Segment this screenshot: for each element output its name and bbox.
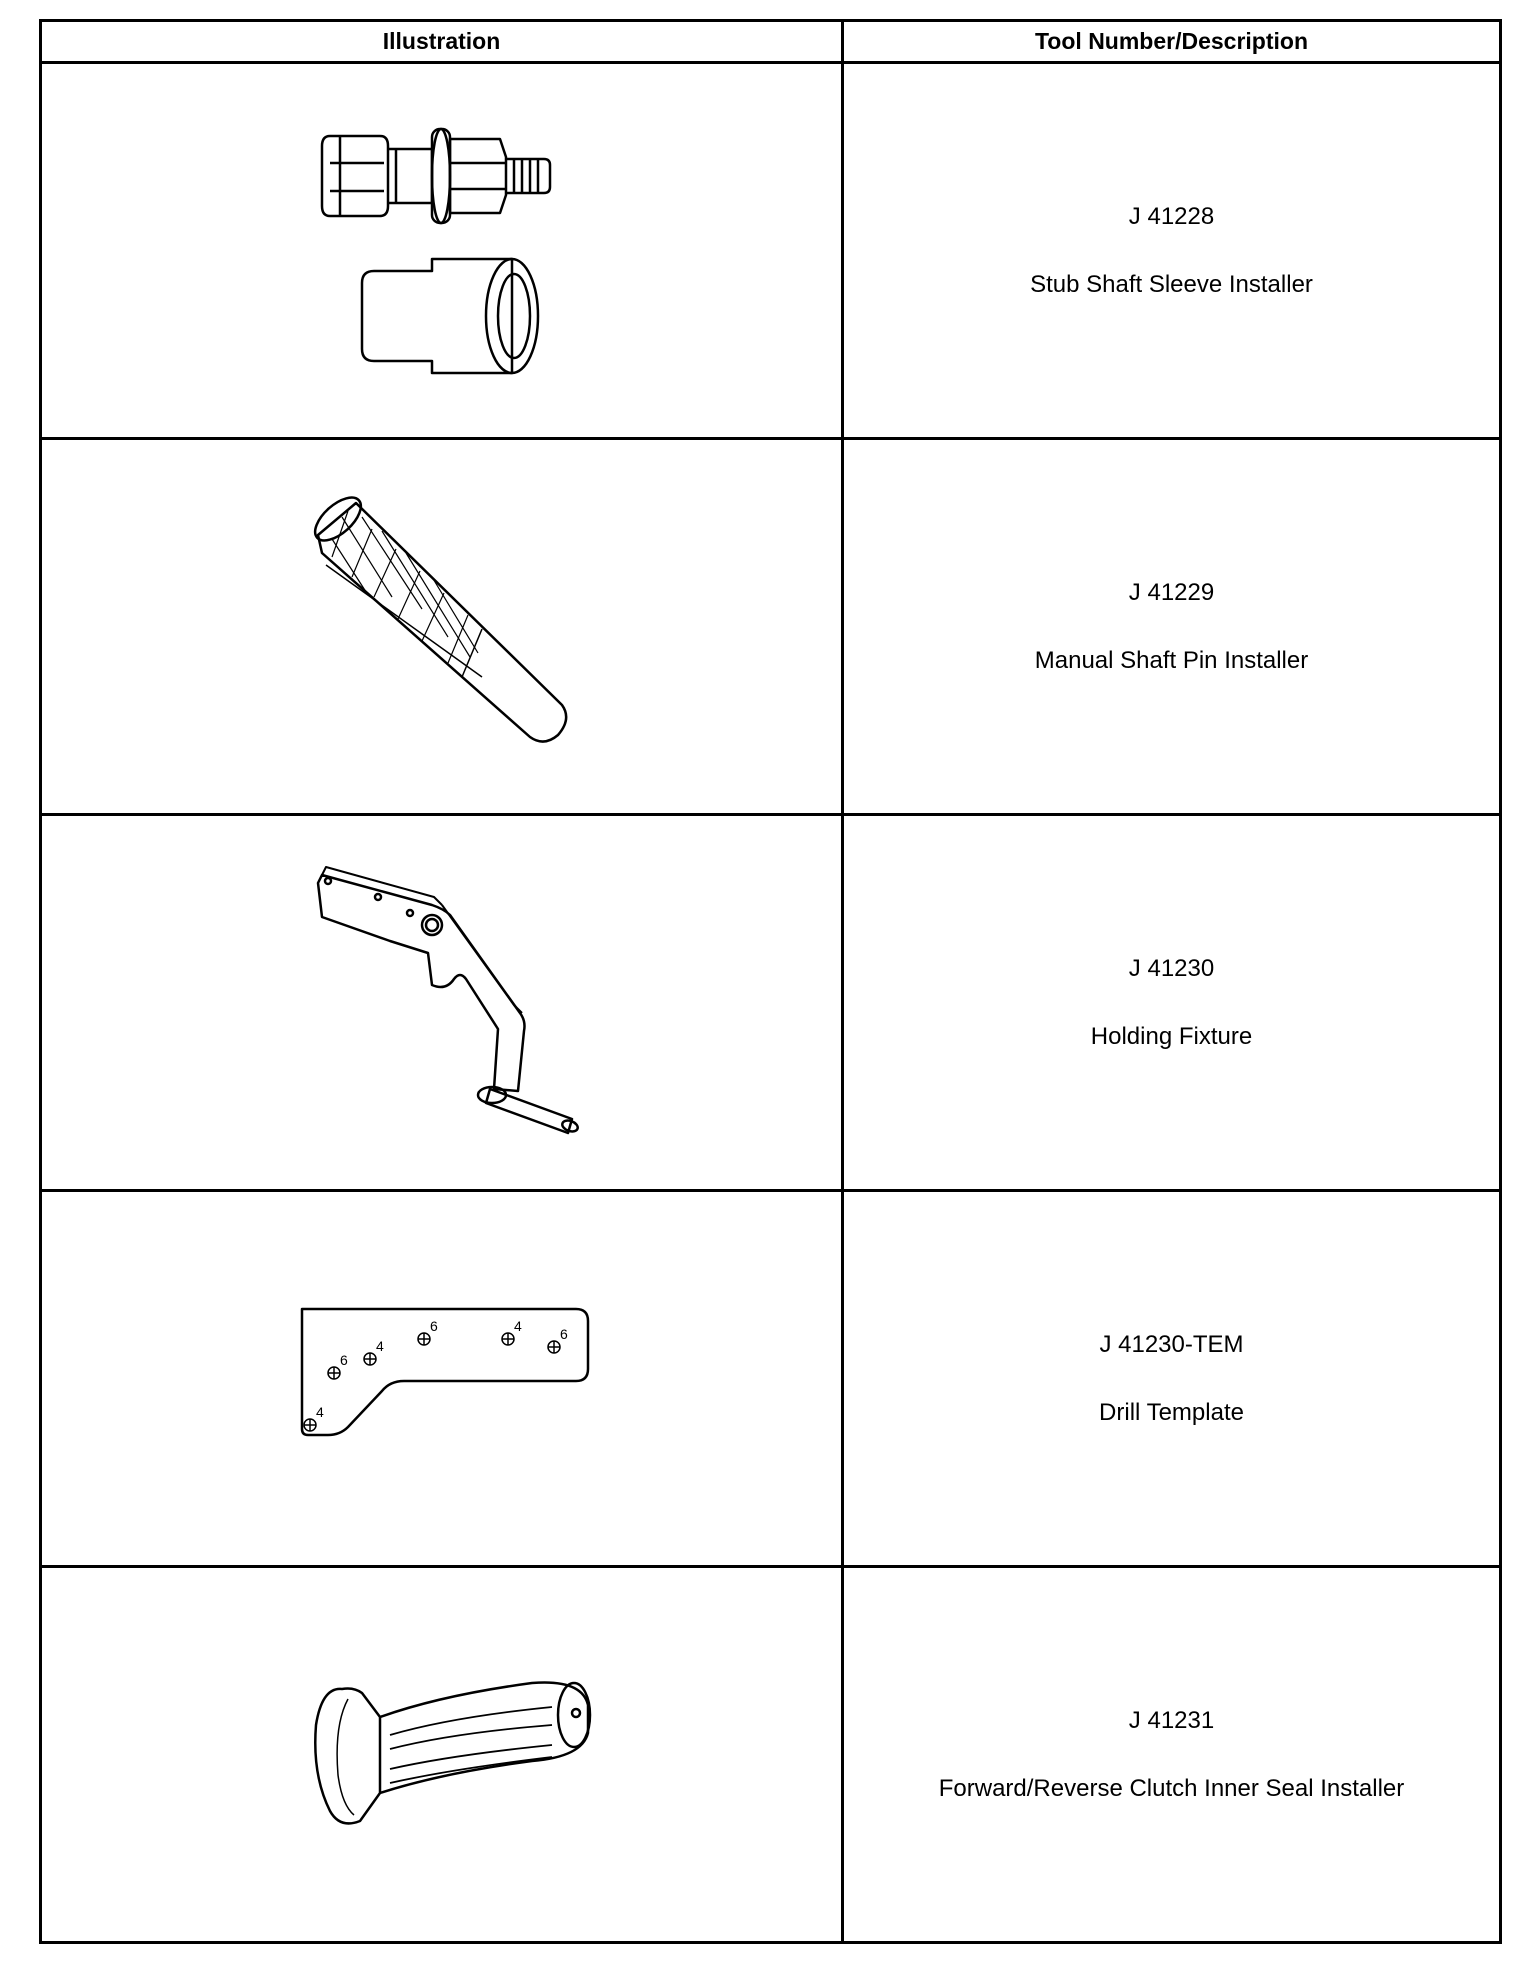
tool-number: J 41228: [1128, 202, 1215, 230]
description-cell: [843, 815, 1501, 1191]
tool-description: Drill Template: [1099, 1398, 1244, 1426]
table-row: [41, 439, 1501, 815]
table-row: [41, 815, 1501, 1191]
hole-label: 6: [429, 1317, 438, 1334]
table-header-row: [41, 21, 1501, 63]
header-tool-number-description: Tool Number/Description: [843, 21, 1501, 63]
holding-fixture-illustration: [282, 853, 602, 1153]
special-tools-table: [39, 19, 1502, 1944]
tool-number: J 41229: [1128, 578, 1215, 606]
illustration-cell: [41, 1191, 843, 1567]
header-illustration: Illustration: [41, 21, 843, 63]
hole-label: 6: [339, 1351, 348, 1368]
description-cell: [843, 1191, 1501, 1567]
hole-label: 4: [375, 1337, 384, 1354]
table-row: [41, 1567, 1501, 1943]
drill-template-illustration: [282, 1289, 602, 1469]
tool-description: Manual Shaft Pin Installer: [1034, 646, 1309, 674]
tool-number: J 41231: [1128, 1706, 1215, 1734]
illustration-cell: [41, 63, 843, 439]
hole-label: 6: [559, 1325, 568, 1342]
hole-label: 4: [315, 1403, 324, 1420]
tool-description: Holding Fixture: [1090, 1022, 1253, 1050]
illustration-cell: [41, 815, 843, 1191]
tool-description: Stub Shaft Sleeve Installer: [1030, 270, 1313, 298]
description-cell: [843, 1567, 1501, 1943]
stub-shaft-sleeve-installer-illustration: [292, 101, 592, 401]
clutch-inner-seal-installer-illustration: [282, 1665, 602, 1845]
tool-description: Forward/Reverse Clutch Inner Seal Installer: [938, 1774, 1405, 1802]
tool-number: J 41230: [1128, 954, 1215, 982]
description-cell: [843, 439, 1501, 815]
description-cell: [843, 63, 1501, 439]
illustration-cell: [41, 1567, 843, 1943]
tool-number: J 41230-TEM: [1099, 1330, 1244, 1358]
table-row: [41, 1191, 1501, 1567]
hole-label: 4: [513, 1317, 522, 1334]
illustration-cell: [41, 439, 843, 815]
manual-shaft-pin-installer-illustration: [282, 477, 602, 777]
table-row: [41, 63, 1501, 439]
